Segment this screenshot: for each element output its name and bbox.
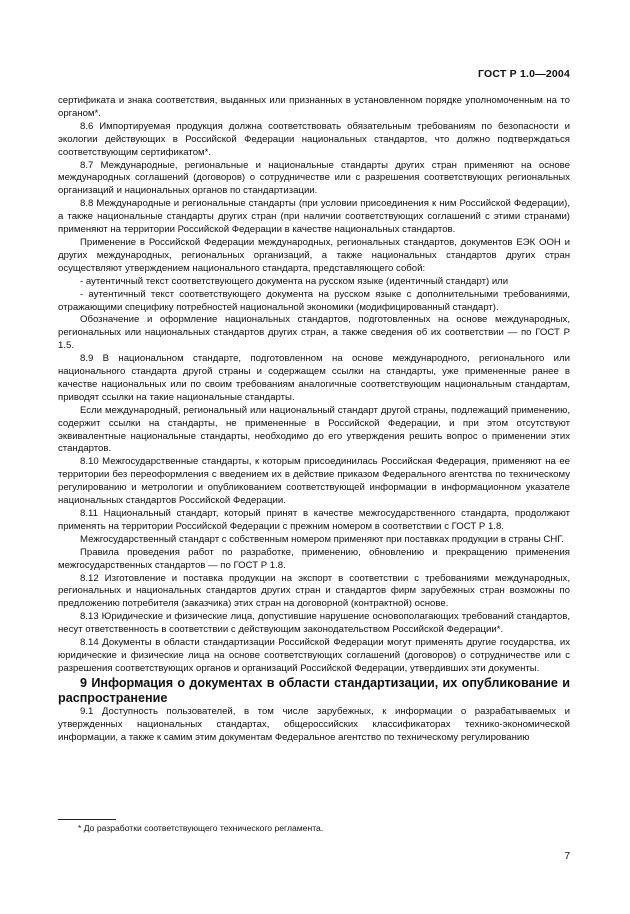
section-heading: 9 Информация о документах в области стандартизации, их опубликование и распространение xyxy=(58,675,570,705)
paragraph: 8.8 Международные и региональные стандарты (при условии присоединения к ним Российской Федерации), а также национальные стандарты других стран (при наличии соответствующих соглашений с этими странами) применяют на территории Российской Федерации в качестве национальных стандартов. xyxy=(58,198,570,236)
paragraph: 8.12 Изготовление и поставка продукции на экспорт в соответствии с требованиями международных, региональных и национальных стандартов других стран и стандартов фирм зарубежных стран возможны по предложению потребителя (заказчика) этих стран на договорной (контрактной) основе. xyxy=(58,572,570,610)
paragraphs-after xyxy=(58,706,570,745)
paragraph: 8.10 Межгосударственные стандарты, к которым присоединилась Российская Федерация, применяют на ее территории без переоформления с введением их в действие приказом Федерального агентства по техническому регулированию и метрологии и опубликованием соответствующей информации в информационном указателе национальных стандартов Российской Федерации. xyxy=(58,456,570,507)
page-number: 7 xyxy=(564,851,570,862)
paragraphs-before xyxy=(58,95,570,676)
paragraph: Если международный, региональный или национальный стандарт другой страны, подлежащий применению, содержит ссылки на стандарты, не примененные в Российской Федерации, и при этом отсутствуют эквивалентные национальные стандарты, необходимо до его утверждения решить вопрос о применении этих стандартов. xyxy=(58,404,570,455)
paragraph: 8.13 Юридические и физические лица, допустившие нарушение основополагающих требований стандартов, несут ответственность в соответствии с действующим законодательством Российской Федерации*. xyxy=(58,611,570,636)
paragraph: Обозначение и оформление национальных стандартов, подготовленных на основе международных, региональных или национальных стандартов других стран, а также сведения об их соответствии — по ГОСТ Р 1.5. xyxy=(58,314,570,352)
paragraph: 8.14 Документы в области стандартизации Российской Федерации могут применять другие государства, их юридические и физические лица на основе соответствующих соглашений (договоров) о сотрудничестве или с разрешения соответствующих органов и организаций Российской Федерации, утвердивших эти документы. xyxy=(58,637,570,674)
paragraph: 8.6 Импортируемая продукция должна соответствовать обязательным требованиям по безопасности и экологии действующих в Российской Федерации национальных стандартов, что должно подтверждаться соответствующим сертификатом*. xyxy=(58,120,570,158)
paragraph: 8.11 Национальный стандарт, который принят в качестве межгосударственного стандарта, продолжают применять на территории Российской Федерации с прежним номером в соответствии с ГОСТ Р 1.8. xyxy=(58,508,570,532)
paragraph: сертификата и знака соответствия, выданных или признанных в установленном порядке уполномоченным на то органом*. xyxy=(58,95,570,119)
paragraph: Правила проведения работ по разработке, применению, обновлению и прекращению применения межгосударственных стандартов — по ГОСТ Р 1.8. xyxy=(58,546,570,571)
body-text xyxy=(58,95,570,745)
paragraph: Межгосударственный стандарт с собственным номером применяют при поставках продукции в страны СНГ. xyxy=(80,533,564,545)
footnote: * До разработки соответствующего технического регламента. xyxy=(78,823,324,833)
footnote-divider xyxy=(58,819,116,820)
paragraph: 8.9 В национальном стандарте, подготовленном на основе международного, регионального или национального стандарта другой страны и содержащем ссылки на стандарты, уже примененные ранее в качестве национальных или по своим требованиям аналогичные соответствующим национальным стандартам, приводят ссылки на такие национальные стандарты. xyxy=(58,353,570,403)
document-header: ГОСТ Р 1.0—2004 xyxy=(477,68,570,80)
paragraph: 9.1 Доступность пользователей, в том числе зарубежных, к информации о разрабатываемых и утвержденных национальных стандартах, общероссийских классификаторах технико-экономической информации, а также к самим этим документам Федеральное агентство по техническому регулированию xyxy=(58,705,570,743)
paragraph: Применение в Российской Федерации международных, региональных стандартов, документов ЕЭК ООН и других международных, региональных организаций, а также национальных стандартов других стран осуществляют утверждением национального стандарта, представляющего собой: xyxy=(58,236,570,274)
paragraph: - аутентичный текст соответствующего документа на русском языке (идентичный стандарт) или xyxy=(80,275,509,287)
paragraph: 8.7 Международные, региональные и национальные стандарты других стран применяют на основе международных соглашений (договоров) о сотрудничестве или с разрешения соответствующих региональных организаций и национальных органов по стандартизации. xyxy=(58,159,570,197)
paragraph: - аутентичный текст соответствующего документа на русском языке с дополнительными требованиями, отражающими специфику потребностей национальной экономики (модифицированный стандарт). xyxy=(58,288,570,313)
